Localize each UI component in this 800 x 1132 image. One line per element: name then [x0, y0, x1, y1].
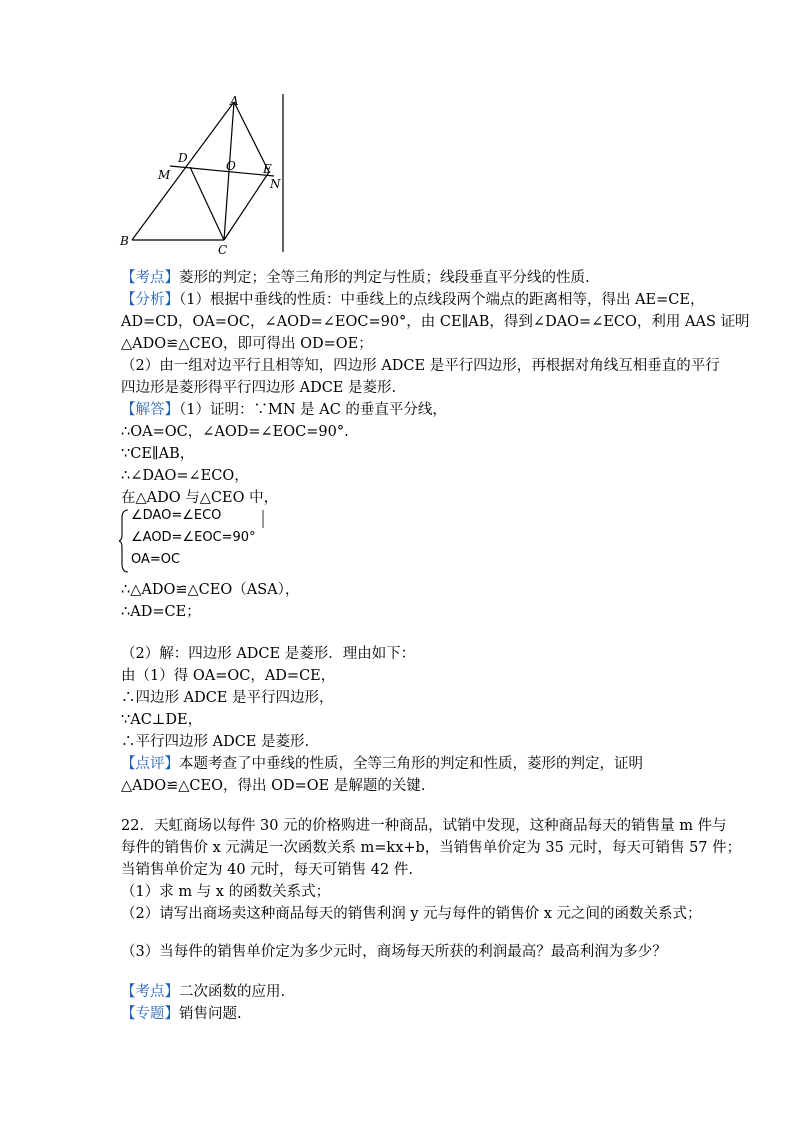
line-text: （1）求 m 与 x 的函数关系式；: [121, 884, 331, 900]
line-text: ∴∠DAO=∠ECO，: [121, 468, 249, 484]
text-line: [121, 753, 643, 775]
line-text: 每件的销售价 x 元满足一次函数关系 m=kx+b，当销售单价定为 35 元时，每天可销售 57 件；: [121, 840, 742, 856]
segment-cd: [190, 167, 224, 240]
text-line: [121, 859, 413, 881]
text-line: [121, 1003, 242, 1025]
text-line: [121, 267, 590, 289]
system-eq-1: ∠DAO=∠ECO: [131, 508, 222, 523]
text-line: [121, 421, 349, 443]
rhombus-figure: [112, 92, 302, 262]
line-text: （1）证明：∵MN 是 AC 的垂直平分线，: [179, 402, 447, 418]
text-line: [121, 709, 202, 731]
line-text: AD=CD，OA=OC，∠AOD=∠EOC=90°，由 CE∥AB，得到∠DAO=∠ECO，利用 AAS 证明: [121, 314, 750, 330]
left-brace: [119, 510, 128, 572]
text-line: [121, 289, 704, 311]
text-line: [121, 687, 334, 709]
line-text: 在△ADO 与△CEO 中，: [121, 490, 279, 506]
text-line: [121, 643, 415, 665]
line-text: 22．天虹商场以每件 30 元的价格购进一种商品，试销中发现，这种商品每天的销售量 m 件与: [121, 818, 727, 834]
text-line: [121, 981, 285, 1003]
section-tag: 【分析】: [121, 292, 179, 308]
equation-system: [119, 508, 267, 574]
line-text: △ADO≌△CEO，得出 OD=OE 是解题的关键.: [121, 778, 426, 794]
text-line: [121, 665, 335, 687]
line-text: ∴OA=OC，∠AOD=∠EOC=90°.: [121, 424, 349, 440]
line-text: （3）当每件的销售单价定为多少元时，商场每天所获的利润最高？最高利润为多少？: [121, 944, 667, 960]
text-line: [121, 443, 194, 465]
text-line: [121, 355, 720, 377]
label-m: M: [158, 168, 171, 182]
text-line: [121, 579, 299, 601]
text-line: [121, 601, 201, 623]
segment-ce: [224, 172, 269, 240]
line-text: 由（1）得 OA=OC，AD=CE，: [121, 668, 336, 684]
text-line: [121, 731, 309, 753]
text-line: [121, 903, 702, 925]
section-tag: 【解答】: [121, 402, 179, 418]
line-text: （2）解：四边形 ADCE 是菱形．理由如下：: [121, 646, 416, 662]
line-text: 四边形是菱形得平行四边形 ADCE 是菱形.: [121, 380, 397, 396]
text-line: [121, 465, 249, 487]
label-o: O: [226, 159, 236, 173]
line-text: 当销售单价定为 40 元时，每天可销售 42 件.: [121, 862, 413, 878]
label-e: E: [263, 162, 272, 176]
line-text: 销售问题.: [179, 1006, 242, 1022]
label-b: B: [120, 234, 129, 248]
section-tag: 【考点】: [121, 270, 179, 286]
line-text: ∵AC⊥DE，: [121, 712, 203, 728]
label-c: C: [218, 243, 228, 257]
label-d: D: [178, 151, 188, 165]
line-text: （1）根据中垂线的性质：中垂线上的点线段两个端点的距离相等，得出 AE=CE，: [179, 292, 705, 308]
text-line: [121, 881, 330, 903]
label-a: A: [230, 94, 239, 108]
text-line: [121, 837, 741, 859]
line-text: △ADO≌△CEO，即可得出 OD=OE；: [121, 336, 373, 352]
line-text: 本题考查了中垂线的性质，全等三角形的判定和性质，菱形的判定，证明: [179, 756, 643, 772]
line-text: ∴四边形 ADCE 是平行四边形，: [121, 690, 334, 706]
label-n: N: [270, 177, 281, 191]
line-text: ∴平行四边形 ADCE 是菱形.: [121, 734, 310, 750]
line-text: （2）由一组对边平行且相等知，四边形 ADCE 是平行四边形，再根据对角线互相垂直的平行: [121, 358, 720, 374]
line-text: ∴AD=CE；: [121, 604, 201, 620]
text-line: [121, 815, 727, 837]
section-tag: 【专题】: [121, 1006, 179, 1022]
text-line: [121, 775, 425, 797]
line-text: ∴△ADO≌△CEO（ASA），: [121, 582, 300, 598]
line-text: ∵CE∥AB，: [121, 446, 195, 462]
text-line: [121, 487, 278, 509]
text-line: [121, 941, 667, 963]
text-line: [121, 377, 396, 399]
system-eq-3: OA=OC: [131, 552, 181, 567]
text-line: [121, 311, 750, 333]
line-text: 菱形的判定；全等三角形的判定与性质；线段垂直平分线的性质.: [179, 270, 590, 286]
text-line: [121, 399, 447, 421]
line-text: 二次函数的应用.: [179, 984, 286, 1000]
text-line: [121, 333, 373, 355]
line-mn: [170, 166, 274, 176]
line-text: （2）请写出商场卖这种商品每天的销售利润 y 元与每件的销售价 x 元之间的函数关系式；: [121, 906, 702, 922]
section-tag: 【点评】: [121, 756, 179, 772]
system-eq-2: ∠AOD=∠EOC=90°: [131, 530, 256, 545]
section-tag: 【考点】: [121, 984, 179, 1000]
